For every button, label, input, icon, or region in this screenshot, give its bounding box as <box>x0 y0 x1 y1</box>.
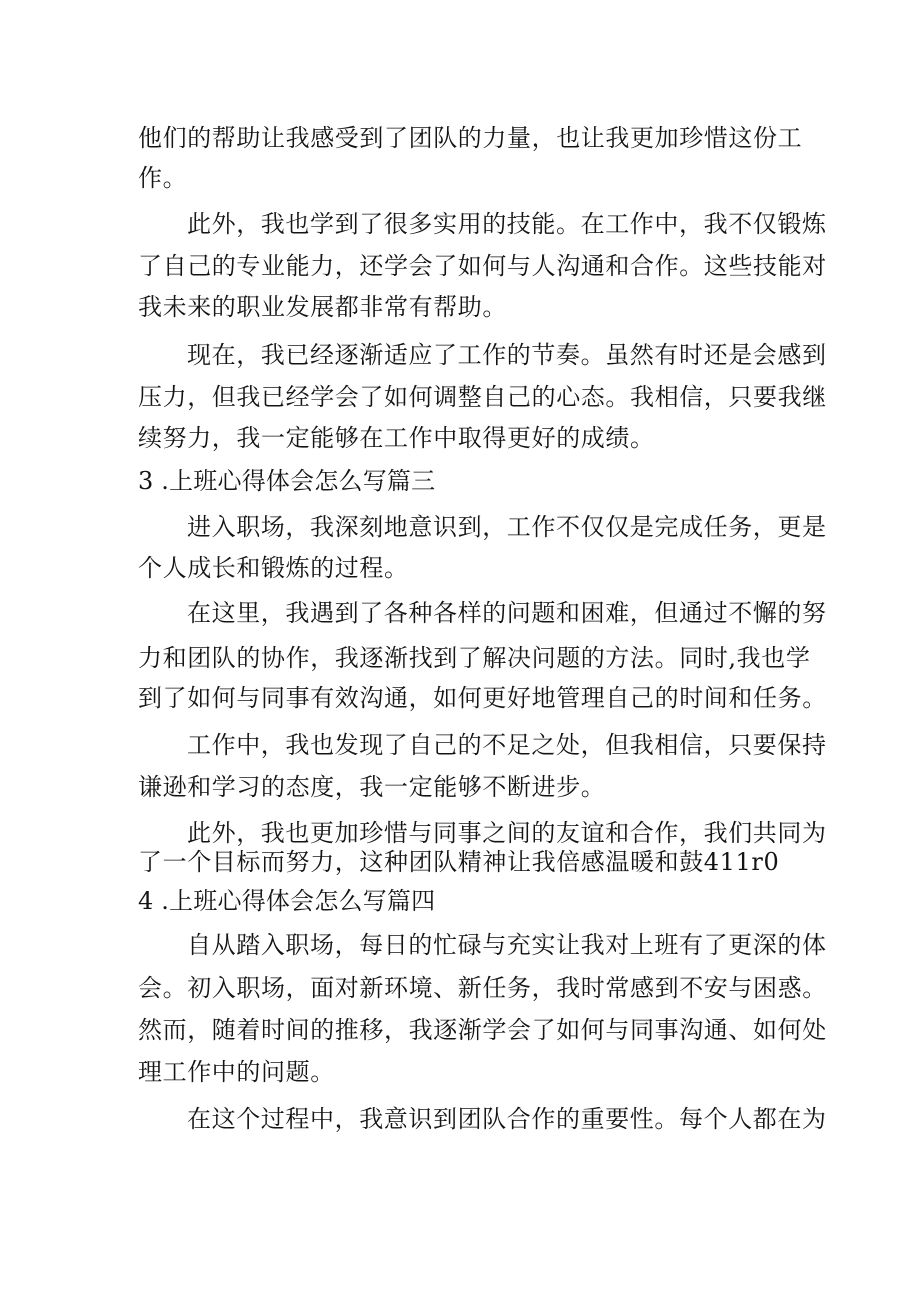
paragraph-line: 现在，我已经逐渐适应了工作的节奏。虽然有时还是会感到 <box>187 341 827 369</box>
paragraph-line: 然而，随着时间的推移，我逐渐学会了如何与同事沟通、如何处 <box>138 1016 827 1044</box>
paragraph-line: 压力，但我已经学会了如何调整自己的心态。我相信，只要我继 <box>138 383 827 411</box>
paragraph-line: 续努力，我一定能够在工作中取得更好的成绩。 <box>138 424 655 452</box>
paragraph-line: 进入职场，我深刻地意识到，工作不仅仅是完成任务，更是 <box>187 513 827 541</box>
paragraph-line: 自从踏入职场，每日的忙碌与充实让我对上班有了更深的体 <box>187 931 827 959</box>
paragraph-line: 作。 <box>138 164 188 192</box>
paragraph-line: 了自己的专业能力，还学会了如何与人沟通和合作。这些技能对 <box>138 252 827 280</box>
paragraph-line: 个人成长和锻炼的过程。 <box>138 554 409 582</box>
section-heading: 3 .上班心得体会怎么写篇三 <box>138 467 436 495</box>
section-heading: 4 .上班心得体会怎么写篇四 <box>138 887 436 915</box>
paragraph-line: 工作中，我也发现了自己的不足之处，但我相信，只要保持 <box>187 731 827 759</box>
paragraph-line: 他们的帮助让我感受到了团队的力量，也让我更加珍惜这份工 <box>138 124 803 152</box>
paragraph-line: 在这个过程中，我意识到团队合作的重要性。每个人都在为 <box>187 1105 827 1133</box>
paragraph-line: 在这里，我遇到了各种各样的问题和困难，但通过不懈的努 <box>187 599 827 627</box>
paragraph-line: 会。初入职场，面对新环境、新任务，我时常感到不安与困惑。 <box>138 974 827 1002</box>
paragraph-line: 此外，我也学到了很多实用的技能。在工作中，我不仅锻炼 <box>187 210 827 238</box>
paragraph-line: 此外，我也更加珍惜与同事之间的友谊和合作，我们共同为 <box>187 819 827 847</box>
paragraph-line: 理工作中的问题。 <box>138 1058 335 1086</box>
paragraph-line: 谦逊和学习的态度，我一定能够不断进步。 <box>138 773 606 801</box>
paragraph-line: 到了如何与同事有效沟通，如何更好地管理自己的时间和任务。 <box>138 684 827 712</box>
paragraph-line: 了一个目标而努力，这种团队精神让我倍感温暖和鼓411r0 <box>138 848 780 876</box>
paragraph-line: 力和团队的协作，我逐渐找到了解决问题的方法。同时,我也学 <box>138 644 811 672</box>
paragraph-line: 我未来的职业发展都非常有帮助。 <box>138 293 507 321</box>
